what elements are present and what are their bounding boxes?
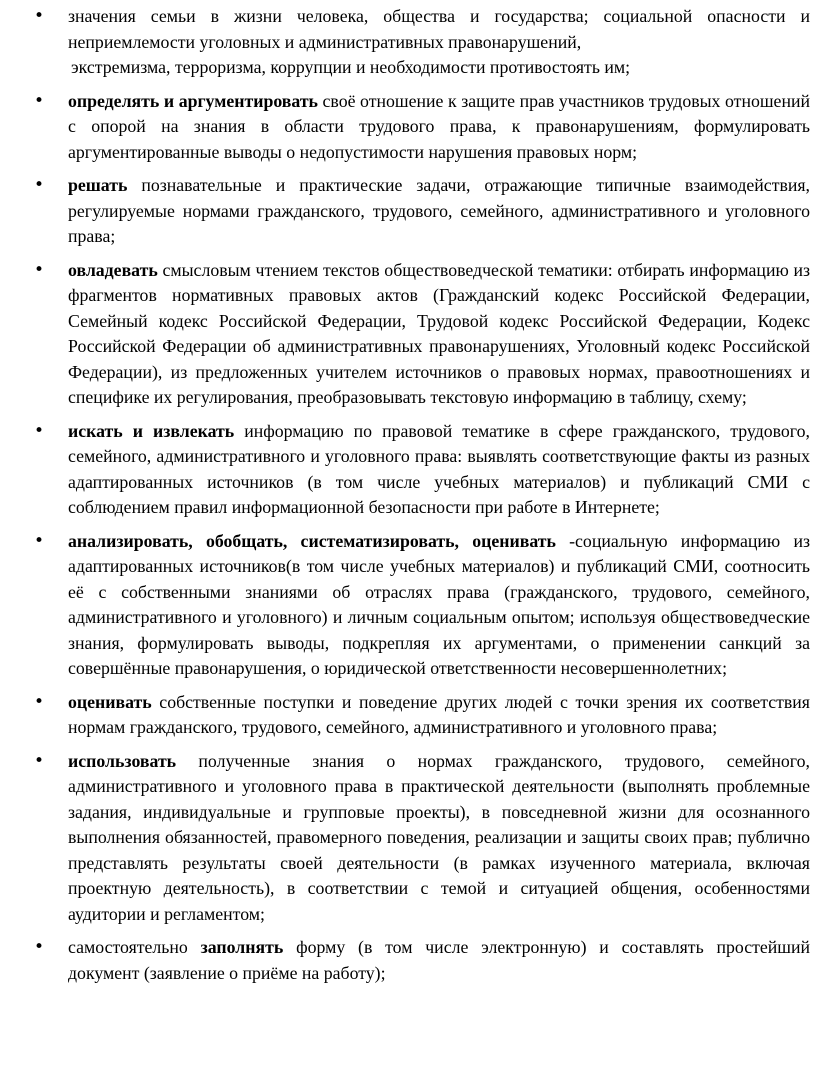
bullet-icon: •: [34, 530, 45, 551]
item-keyword: искать и извлекать: [68, 420, 235, 441]
list-item: [0, 529, 816, 682]
item-keyword: использовать: [68, 750, 177, 771]
bullet-icon: •: [34, 420, 45, 441]
item-keyword: заполнять: [200, 937, 284, 957]
item-keyword: определять и аргументировать: [68, 90, 318, 111]
item-text: полученные знания о нормах гражданского, трудового, семейного, административного и уголовного права в практической деятельности (выполнять проблемные задания, индивидуальные и групповые проекты), в повседневной жизни для осознанного выполнения обязанностей, правомерного поведения, реализации и защиты своих прав; публично представлять результаты своей деятельности (в рамках изученного материала, включая проектную деятельность), в соответствии с темой и ситуацией общения, особенностями аудитории и регламентом;: [68, 750, 810, 924]
item-keyword: оценивать: [68, 691, 152, 712]
list-item: [0, 935, 816, 986]
item-text: собственные поступки и поведение других людей с точки зрения их соответствия нормам гражданского, трудового, семейного, административного и уголовного права;: [68, 691, 810, 737]
bullet-icon: •: [34, 259, 45, 280]
list-item: [0, 258, 816, 411]
item-text: смысловым чтением текстов обществоведческой тематики: отбирать информацию из фрагментов нормативных правовых актов (Гражданский кодекс Российской Федерации, Семейный кодекс Российской Федерации, Трудовой кодекс Российской Федерации, Кодекс Российской Федерации об административных правонарушениях, Уголовный кодекс Российской Федерации), из предложенных учителем источников о правовых нормах, правоотношениях и специфике их регулирования, преобразовывать текстовую информацию в таблицу, схему;: [68, 259, 810, 407]
bullet-icon: •: [34, 691, 45, 712]
item-prefix: самостоятельно: [68, 937, 201, 957]
bullet-icon: •: [34, 175, 45, 195]
bullet-icon: •: [34, 90, 45, 111]
list-item: [0, 173, 816, 250]
list-item: [0, 749, 816, 928]
requirements-list: [0, 4, 816, 986]
item-keyword: решать: [68, 175, 128, 195]
list-item: [0, 4, 816, 81]
item-text-continuation: экстремизма, терроризма, коррупции и необходимости противостоять им;: [71, 57, 631, 77]
item-text: значения семьи в жизни человека, общества и государства; социальной опасности и неприемлемости уголовных и административных правонарушений,: [68, 6, 810, 52]
list-item: [0, 89, 816, 166]
item-text: -социальную информацию из адаптированных источников(в том числе учебных материалов) и публикаций СМИ, соотносить её с собственными знаниями об отраслях права (гражданского, трудового, семейного, административного и уголовного) и личным социальным опытом; используя обществоведческие знания, формулировать выводы, подкрепляя их аргументами, о применении санкций за совершённые правонарушения, о юридической ответственности несовершеннолетних;: [68, 530, 810, 678]
item-text: познавательные и практические задачи, отражающие типичные взаимодействия, регулируемые нормами гражданского, трудового, семейного, административного и уголовного права;: [68, 175, 810, 246]
item-text: своё отношение к защите прав участников трудовых отношений с опорой на знания в области трудового права, к правонарушениям, формулировать аргументированные выводы о недопустимости нарушения правовых норм;: [68, 90, 810, 162]
item-text: информацию по правовой тематике в сфере гражданского, трудового, семейного, административного и уголовного права: выявлять соответствующие факты из разных адаптированных источников (в том числе учебных материалов) и публикаций СМИ с соблюдением правил информационной безопасности при работе в Интернете;: [68, 420, 810, 517]
item-keyword: анализировать, обобщать, систематизировать, оценивать: [68, 530, 556, 551]
bullet-icon: •: [34, 750, 45, 771]
list-item: [0, 419, 816, 521]
item-keyword: овладевать: [68, 259, 158, 280]
list-item: [0, 690, 816, 741]
bullet-icon: •: [34, 937, 45, 957]
item-text: форму (в том числе электронную) и составлять простейший документ (заявление о приёме на работу);: [68, 937, 811, 983]
bullet-icon: •: [34, 6, 45, 26]
